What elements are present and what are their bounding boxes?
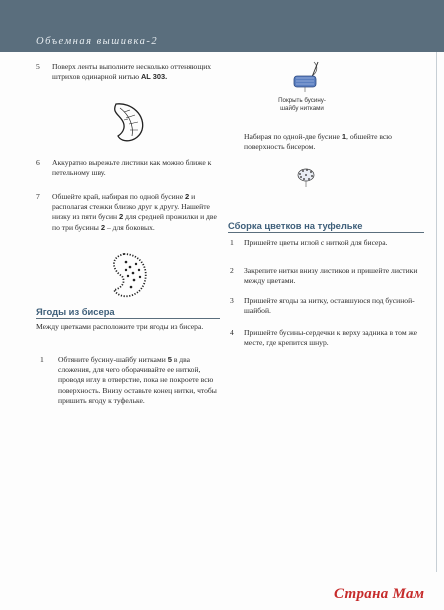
site-watermark: Страна Мам bbox=[334, 586, 425, 602]
step-7-bead-c: 2 bbox=[100, 222, 106, 232]
step-5-code: AL 303. bbox=[140, 72, 168, 82]
bead-paragraph-line-2: , обшейте всю поверхность бисером. bbox=[244, 132, 392, 152]
step-6-text: Аккуратно вырежьте листики как можно ближе к петельному шву. bbox=[52, 158, 212, 178]
leaf-illustration bbox=[108, 100, 150, 146]
berries-intro: Между цветками расположите три ягоды из бисера. bbox=[36, 322, 204, 331]
assembly-item-4-number: 4 bbox=[230, 328, 234, 337]
berries-step-1-line-2: в два сложения, для чего оборачивайте ее ниткой, проводя иглу в отверстие, пока не покроете всю поверхность. Внизу оставьте конец нитки, чтобы пришить ягоду к туфельке. bbox=[58, 355, 217, 405]
right-margin-rule bbox=[436, 52, 437, 572]
assembly-item-1-number: 1 bbox=[230, 238, 234, 247]
berries-heading: Ягоды из бисера bbox=[36, 306, 115, 317]
bead-paragraph-bead: 1 bbox=[341, 132, 347, 141]
wrapped-bead-illustration bbox=[288, 60, 328, 94]
berries-step-1-text bbox=[58, 355, 218, 406]
bead-paragraph bbox=[244, 132, 424, 152]
step-7-bead-a: 2 bbox=[185, 192, 190, 201]
step-7-line-2: и располагая стежки близко друг к другу. bbox=[52, 192, 196, 212]
step-6-number: 6 bbox=[36, 158, 40, 167]
step-7-line-4: для средней прожилки и две по три бусины bbox=[52, 212, 217, 232]
step-7-line-3: Нашейте низку из пяти бусин bbox=[52, 202, 210, 222]
berries-heading-rule bbox=[36, 318, 220, 319]
assembly-item-2-number: 2 bbox=[230, 266, 234, 275]
assembly-heading-rule bbox=[228, 232, 424, 233]
assembly-item-3-number: 3 bbox=[230, 296, 234, 305]
berries-step-1-thread: 5 bbox=[167, 355, 172, 364]
step-7-bead-b: 2 bbox=[118, 212, 124, 222]
assembly-item-4-text: Пришейте бусины-сердечки к верху задника в том же месте, где крепится шнур. bbox=[244, 328, 418, 348]
assembly-heading: Сборка цветков на туфельке bbox=[228, 220, 363, 231]
berries-step-1-number: 1 bbox=[40, 355, 44, 364]
bead-paragraph-line-1: Набирая по одной-две бусине bbox=[244, 132, 342, 141]
step-7-line-5: – для боковых. bbox=[105, 222, 155, 232]
assembly-item-2-text: Закрепите нитки внизу листиков и пришейте листики между цветами. bbox=[244, 266, 418, 286]
beaded-leaf-illustration bbox=[104, 250, 154, 302]
bead-wrap-caption: Покрыть бусину-шайбу нитками bbox=[278, 97, 326, 112]
berries-step-1-line-1: Обтяните бусину-шайбу нитками bbox=[58, 355, 168, 364]
step-5-text bbox=[52, 62, 220, 82]
assembly-item-1-text: Пришейте цветы иглой с ниткой для бисера. bbox=[244, 238, 388, 247]
assembly-item-3-text: Пришейте ягоды за нитку, оставшуюся под бусиной-шайбой. bbox=[244, 296, 415, 316]
beaded-berry-illustration bbox=[294, 165, 318, 189]
step-7-text bbox=[52, 192, 220, 233]
step-5-body: Поверх ленты выполните несколько оттеняющих штрихов одинарной нитью bbox=[52, 62, 212, 82]
step-7-number: 7 bbox=[36, 192, 40, 201]
step-5-number: 5 bbox=[36, 62, 40, 71]
running-header-title: Объемная вышивка-2 bbox=[36, 36, 159, 47]
step-7-line-1: Обшейте край, набирая по одной бусине bbox=[52, 192, 184, 201]
